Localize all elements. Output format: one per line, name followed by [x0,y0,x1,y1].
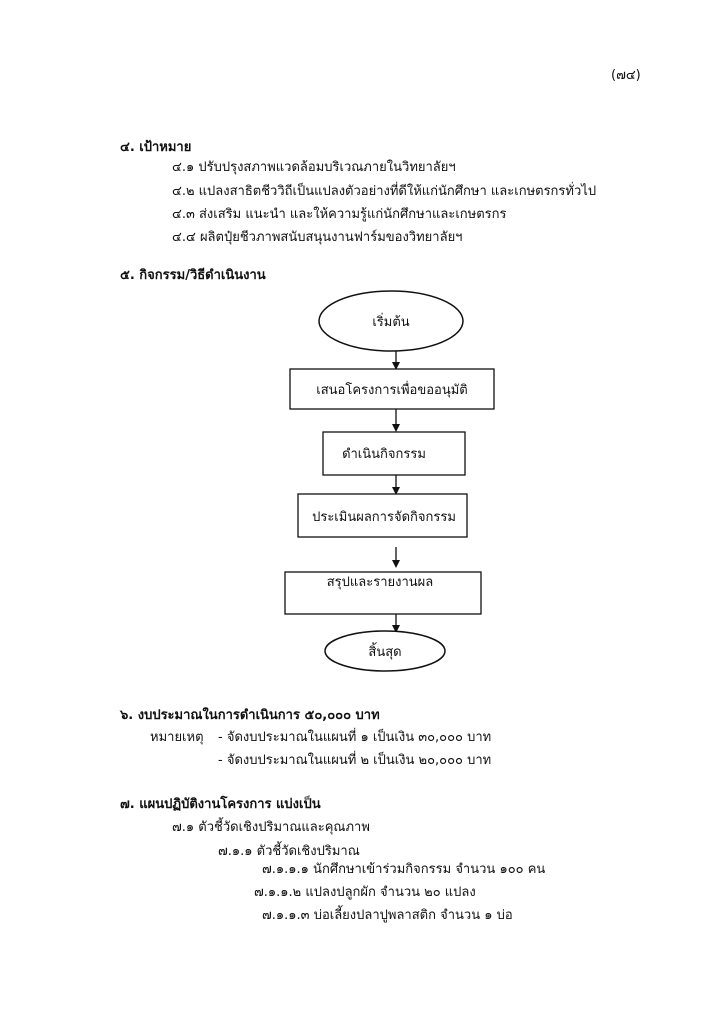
flow-end-label: สิ้นสุด [368,645,402,660]
section-7-heading: ๗. แผนปฏิบัติงานโครงการ แบ่งเป็น [120,797,321,812]
indicator-row: ๗.๑.๑.๓ บ่อเลี้ยงปลาปูพลาสติก จำนวน ๑ บ่อ [262,908,513,923]
flow-step-label: สรุปและรายงานผล [326,575,434,590]
section-7-sub: ๗.๑ ตัวชี้วัดเชิงปริมาณและคุณภาพ [172,820,370,835]
budget-note: - จัดงบประมาณในแผนที่ ๒ เป็นเงิน ๒๐,๐๐๐ บาท [218,753,492,768]
budget-note: - จัดงบประมาณในแผนที่ ๑ เป็นเงิน ๓๐,๐๐๐ บาท [218,730,492,745]
flow-start-label: เริ่มต้น [372,315,410,330]
section-6-heading: ๖. งบประมาณในการดำเนินการ ๕๐,๐๐๐ บาท [120,708,380,723]
section-7-subsub: ๗.๑.๑ ตัวชี้วัดเชิงปริมาณ [218,844,360,859]
section-4-item: ๔.๑ ปรับปรุงสภาพแวดล้อมบริเวณภายในวิทยาลัยฯ [172,160,456,175]
section-4-item: ๔.๔ ผลิตปุ๋ยชีวภาพสนับสนุนงานฟาร์มของวิทยาลัยฯ [172,230,463,245]
indicator-row: ๗.๑.๑.๑ นักศึกษาเข้าร่วมกิจกรรม จำนวน ๑๐๐ คน [262,862,546,877]
section-4-heading: ๔. เป้าหมาย [120,140,192,155]
indicator-row: ๗.๑.๑.๒ แปลงปลูกผัก จำนวน ๒๐ แปลง [254,885,476,900]
flow-step-label: ดำเนินกิจกรรม [342,447,426,462]
section-5-heading: ๕. กิจกรรม/วิธีดำเนินงาน [120,268,266,283]
section-4-item: ๔.๒ แปลงสาธิตชีววิถีเป็นแปลงตัวอย่างที่ดีให้แก่นักศึกษา และเกษตรกรทั่วไป [172,184,597,199]
page-number: (๗๔) [611,68,641,83]
note-label: หมายเหตุ [150,730,204,745]
flow-step-label: ประเมินผลการจัดกิจกรรม [312,510,456,525]
flow-step-label: เสนอโครงการเพื่อขออนุมัติ [316,383,468,398]
section-4-item: ๔.๓ ส่งเสริม แนะนำ และให้ความรู้แก่นักศึกษาและเกษตรกร [172,207,507,222]
